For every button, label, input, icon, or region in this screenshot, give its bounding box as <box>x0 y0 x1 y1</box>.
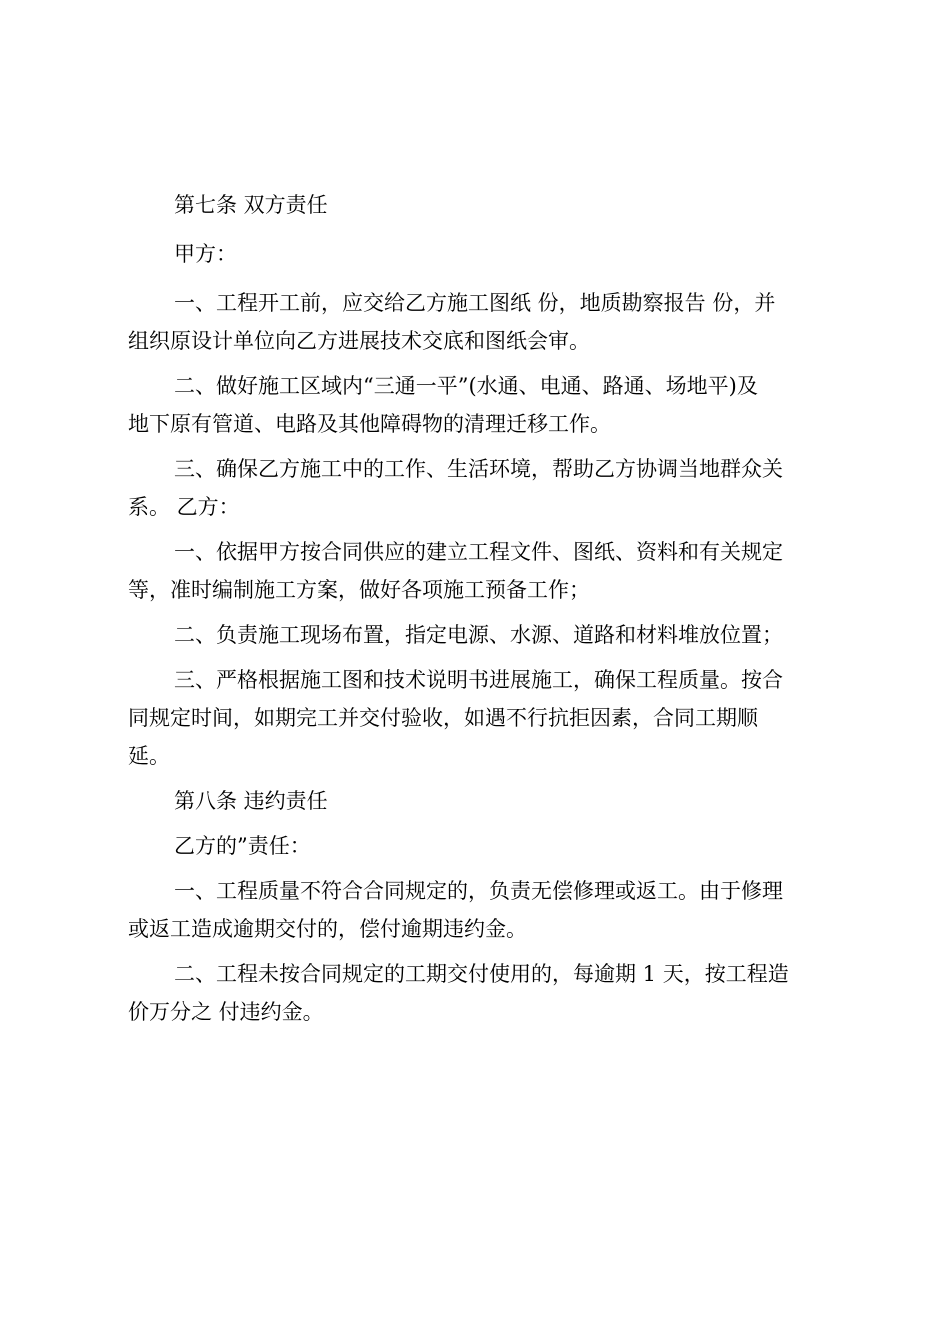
paragraph-line: 一、工程质量不符合合同规定的，负责无偿修理或返工。由于修理 <box>174 879 783 903</box>
paragraph-line: 二、负责施工现场布置，指定电源、水源、道路和材料堆放位置； <box>174 623 783 647</box>
paragraph-line: 三、严格根据施工图和技术说明书进展施工，确保工程质量。按合 <box>174 668 783 692</box>
document-body <box>128 188 832 1030</box>
paragraph-line: 系。 乙方： <box>128 495 240 519</box>
paragraph-line: 延。 <box>128 744 170 768</box>
section-heading-article-7: 第七条 双方责任 <box>174 193 328 217</box>
paragraph-line: 二、工程未按合同规定的工期交付使用的，每逾期 1 天，按工程造 <box>174 962 789 986</box>
party-a-label: 甲方： <box>174 242 237 266</box>
paragraph-line: 一、依据甲方按合同供应的建立工程文件、图纸、资料和有关规定 <box>174 540 783 564</box>
section-heading-article-8: 第八条 违约责任 <box>174 789 328 813</box>
paragraph-line: 地下原有管道、电路及其他障碍物的清理迁移工作。 <box>128 412 611 436</box>
paragraph-line: 或返工造成逾期交付的，偿付逾期违约金。 <box>128 917 527 941</box>
paragraph-line: 价万分之 付违约金。 <box>128 1000 324 1024</box>
paragraph-line: 同规定时间，如期完工并交付验收，如遇不行抗拒因素，合同工期顺 <box>128 706 758 730</box>
paragraph-line: 三、确保乙方施工中的工作、生活环境，帮助乙方协调当地群众关 <box>174 457 783 481</box>
paragraph-line: 二、做好施工区域内“三通一平”(水通、电通、路通、场地平)及 <box>174 374 758 398</box>
paragraph-line: 组织原设计单位向乙方进展技术交底和图纸会审。 <box>128 329 590 353</box>
paragraph-line: 一、工程开工前，应交给乙方施工图纸 份，地质勘察报告 份，并 <box>174 291 776 315</box>
paragraph-line: 等，准时编制施工方案，做好各项施工预备工作； <box>128 578 590 602</box>
party-b-label: 乙方的”责任： <box>174 834 311 858</box>
